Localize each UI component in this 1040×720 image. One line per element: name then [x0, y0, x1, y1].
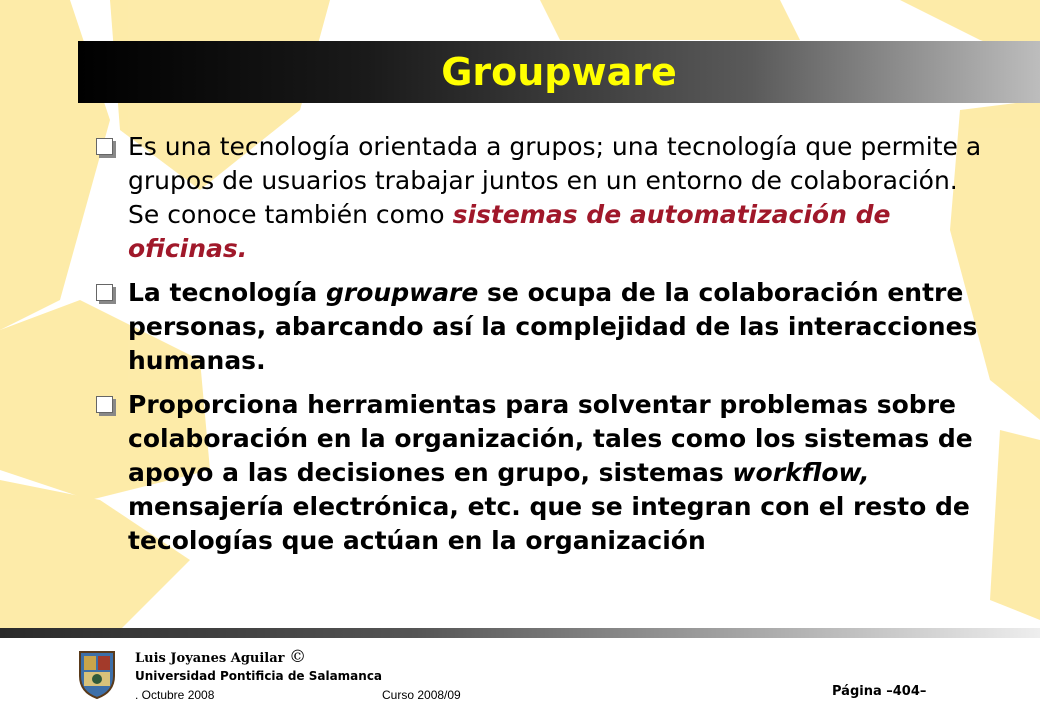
checkbox-bullet-icon — [96, 396, 113, 413]
copyright-symbol: © — [289, 647, 307, 667]
bullet-text: Es una tecnología orientada a grupos; una tecnología que permite a grupos de usuarios trabajar juntos en un entorno de colaboración. Se conoce también como — [128, 132, 982, 229]
bullet-italic-term: groupware — [326, 278, 479, 307]
bullet-text: Proporciona herramientas para solventar problemas sobre colaboración en la organización, tales como los sistemas de apoyo a las decisiones en grupo, sistemas — [128, 390, 973, 487]
bullet-list — [96, 130, 986, 568]
bullet-emphasis: sistemas de automatización de oficinas. — [128, 200, 891, 263]
bullet-item — [96, 388, 986, 558]
footer-course: Curso 2008/09 — [382, 688, 461, 702]
bullet-text: La tecnología — [128, 278, 326, 307]
footer-author — [135, 647, 306, 667]
university-crest-icon — [78, 648, 116, 700]
footer-divider — [0, 628, 1040, 638]
bullet-text: se ocupa de la colaboración entre personas, abarcando así la complejidad de las interacciones humanas. — [128, 278, 978, 375]
footer-date: . Octubre 2008 — [135, 688, 215, 702]
checkbox-bullet-icon — [96, 138, 113, 155]
page-number: Página –404– — [832, 684, 927, 699]
author-name: Luis Joyanes Aguilar — [135, 651, 285, 666]
bullet-item — [96, 130, 986, 266]
slide-title: Groupware — [441, 50, 677, 94]
bullet-italic-term: workflow, — [732, 458, 870, 487]
checkbox-bullet-icon — [96, 284, 113, 301]
bullet-item — [96, 276, 986, 378]
bullet-text: mensajería electrónica, etc. que se integran con el resto de tecologías que actúan en la organización — [128, 492, 970, 555]
footer-university: Universidad Pontificia de Salamanca — [135, 669, 383, 683]
